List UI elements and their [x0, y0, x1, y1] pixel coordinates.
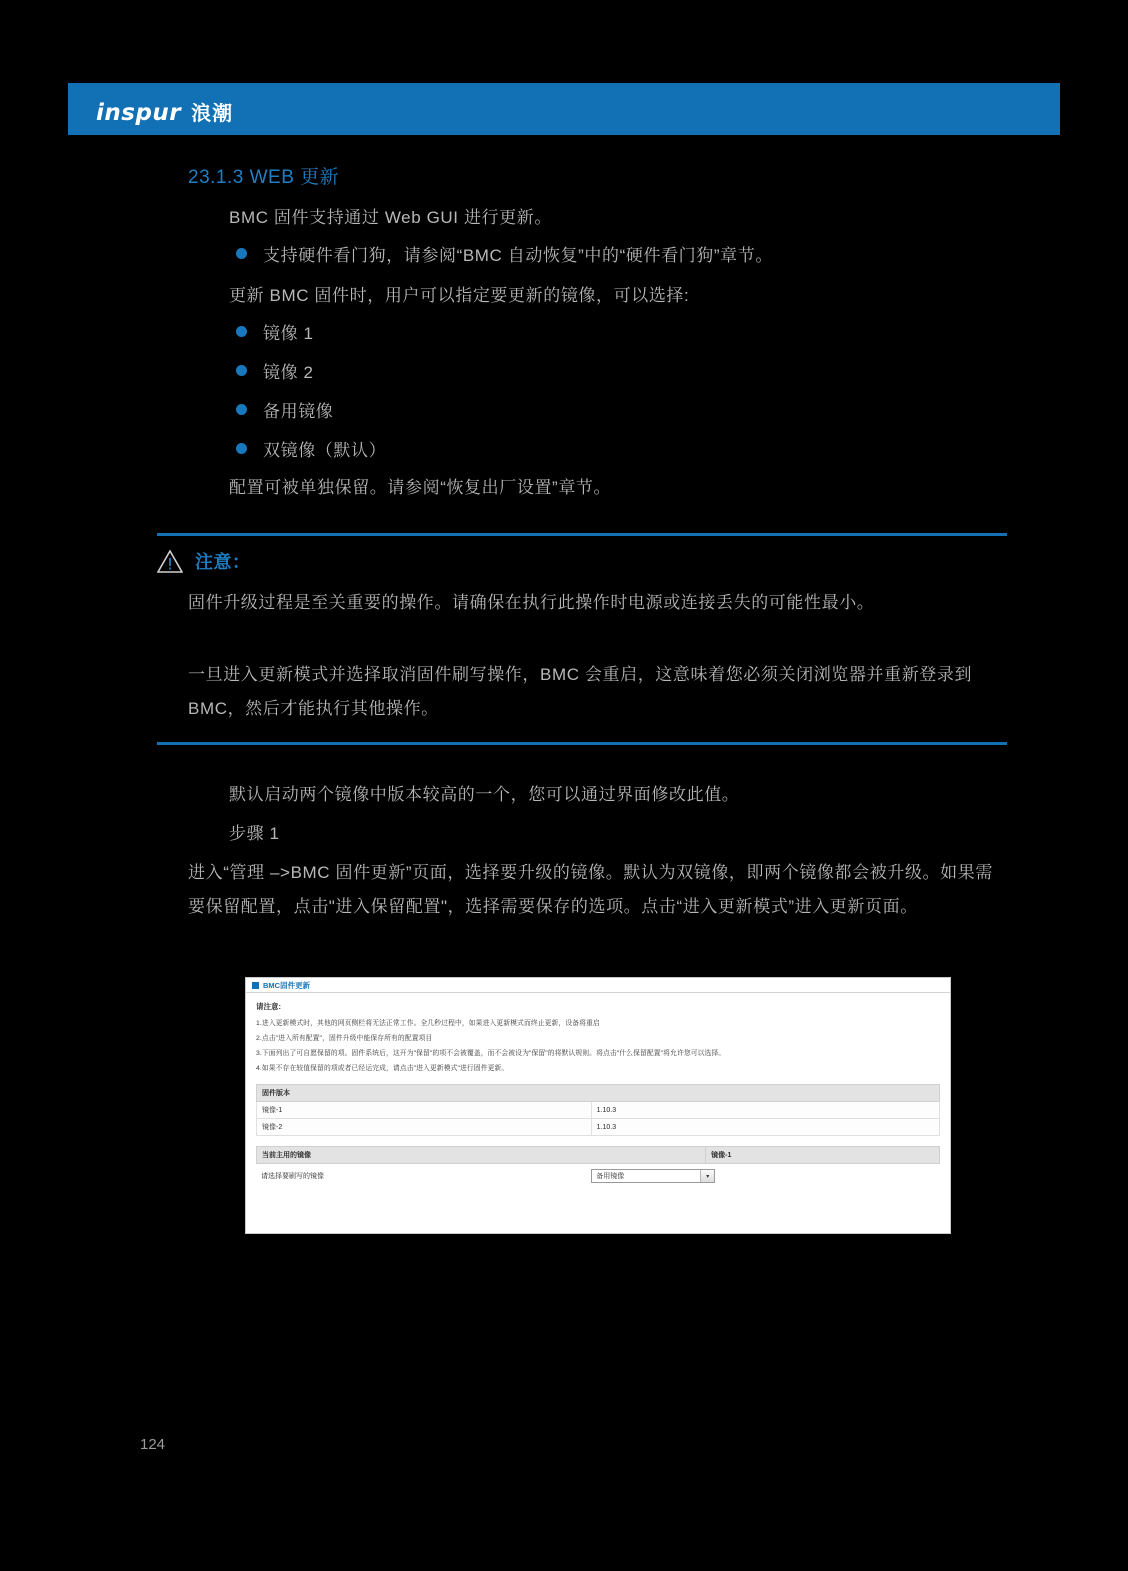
paragraph-intro: BMC 固件支持通过 Web GUI 进行更新。 — [229, 208, 552, 227]
image-select-value: 备用镜像 — [596, 1173, 625, 1180]
bullet-label: 镜像 1 — [263, 324, 314, 343]
bullet-label: 支持硬件看门狗，请参阅“BMC 自动恢复”中的“硬件看门狗”章节。 — [263, 246, 773, 265]
notice-paragraph-2: 一旦进入更新模式并选择取消固件刷写操作，BMC 会重启，这意味着您必须关闭浏览器并重新登录到 BMC，然后才能执行其他操作。 — [188, 665, 973, 718]
section-heading: 23.1.3 WEB 更新 — [188, 167, 340, 188]
image-select-dropdown[interactable] — [591, 1169, 715, 1183]
paragraph-config-retain: 配置可被单独保留。请参阅“恢复出厂设置”章节。 — [229, 478, 612, 497]
bullet-item-image2 — [236, 358, 314, 383]
image2-name-cell: 镜像-2 — [257, 1119, 592, 1136]
active-image-section — [256, 1146, 940, 1183]
firmware-version-section — [256, 1084, 940, 1136]
bullet-dot-icon — [236, 443, 247, 454]
bullet-dot-icon — [236, 365, 247, 376]
image-select-row — [256, 1164, 940, 1183]
image-select-label: 请选择要刷写的镜像 — [261, 1173, 324, 1180]
active-image-table — [256, 1146, 940, 1164]
figure-body — [246, 993, 950, 1234]
paragraph-image-select: 更新 BMC 固件时，用户可以指定要更新的镜像，可以选择: — [229, 286, 690, 305]
step-description: 进入“管理 –>BMC 固件更新”页面，选择要升级的镜像。默认为双镜像，即两个镜像都会被升级。如果需要保留配置，点击"进入保留配置"，选择需要保存的选项。点击“进入更新模式”进入更新页面。 — [188, 863, 993, 916]
image2-version-cell: 1.10.3 — [591, 1119, 939, 1136]
logo-text-en: inspur — [96, 100, 182, 126]
warning-triangle-icon — [157, 550, 183, 573]
active-image-header-label: 当前主用的镜像 — [257, 1147, 706, 1164]
logo-text-cn: 浪潮 — [191, 103, 234, 125]
figure-note-4: 4.如果不存在较值保留的项或者已经运完成，请点击"进入更新模式"进行固件更新。 — [256, 1065, 509, 1072]
table-row — [257, 1102, 940, 1119]
bullet-item-watchdog — [236, 241, 773, 266]
page-number: 124 — [140, 1436, 166, 1453]
bullet-item-image1 — [236, 319, 314, 344]
paragraph-default-boot: 默认启动两个镜像中版本较高的一个，您可以通过界面修改此值。 — [229, 785, 740, 804]
figure-note-3: 3.下面列出了可自愿保留的项。固件系统后，这开为"保留"的项不会被覆盖，而不会被设为"保留"的将默认规则。将点击"什么保留配置"将允许您可以选择。 — [256, 1050, 726, 1057]
bullet-dot-icon — [236, 248, 247, 259]
notice-title: 注意： — [195, 552, 251, 572]
window-title-icon — [252, 982, 259, 989]
bullet-dot-icon — [236, 404, 247, 415]
figure-notes-heading: 请注意: — [256, 1002, 281, 1011]
bullet-dot-icon — [236, 326, 247, 337]
notice-paragraph-1: 固件升级过程是至关重要的操作。请确保在执行此操作时电源或连接丢失的可能性最小。 — [188, 593, 875, 612]
table-header-row — [257, 1147, 940, 1164]
image1-name-cell: 镜像-1 — [257, 1102, 592, 1119]
bullet-label: 双镜像（默认） — [263, 441, 387, 460]
figure-note-2: 2.点击"进入所有配置"，固件升级中能保存所有的配置项目 — [256, 1035, 433, 1042]
notice-title-row — [157, 548, 251, 574]
bullet-item-backup-image — [236, 397, 333, 422]
table-header-row — [257, 1085, 940, 1102]
bullet-label: 镜像 2 — [263, 363, 314, 382]
firmware-version-table — [256, 1084, 940, 1136]
figure-note-1: 1.进入更新模式时，其他的网页侧栏将无法正常工作。全几秒过程中，如果进入更新模式而终止更新，设备将重启 — [256, 1020, 600, 1027]
figure-window-title: BMC固件更新 — [263, 980, 311, 990]
firmware-version-header: 固件版本 — [257, 1085, 940, 1102]
figure-bmc-firmware-update — [245, 977, 951, 1234]
bullet-label: 备用镜像 — [263, 402, 334, 421]
inspur-logo — [96, 97, 233, 126]
notice-bottom-rule — [157, 742, 1007, 745]
image1-version-cell: 1.10.3 — [591, 1102, 939, 1119]
active-image-header-value: 镜像-1 — [706, 1147, 940, 1164]
chevron-down-icon[interactable]: ▾ — [700, 1170, 714, 1182]
figure-window-titlebar — [246, 978, 950, 993]
bullet-item-dual-image — [236, 436, 386, 461]
step-label: 步骤 1 — [229, 824, 280, 843]
notice-top-rule — [157, 533, 1007, 536]
divider-line — [157, 533, 1007, 536]
table-row — [257, 1119, 940, 1136]
